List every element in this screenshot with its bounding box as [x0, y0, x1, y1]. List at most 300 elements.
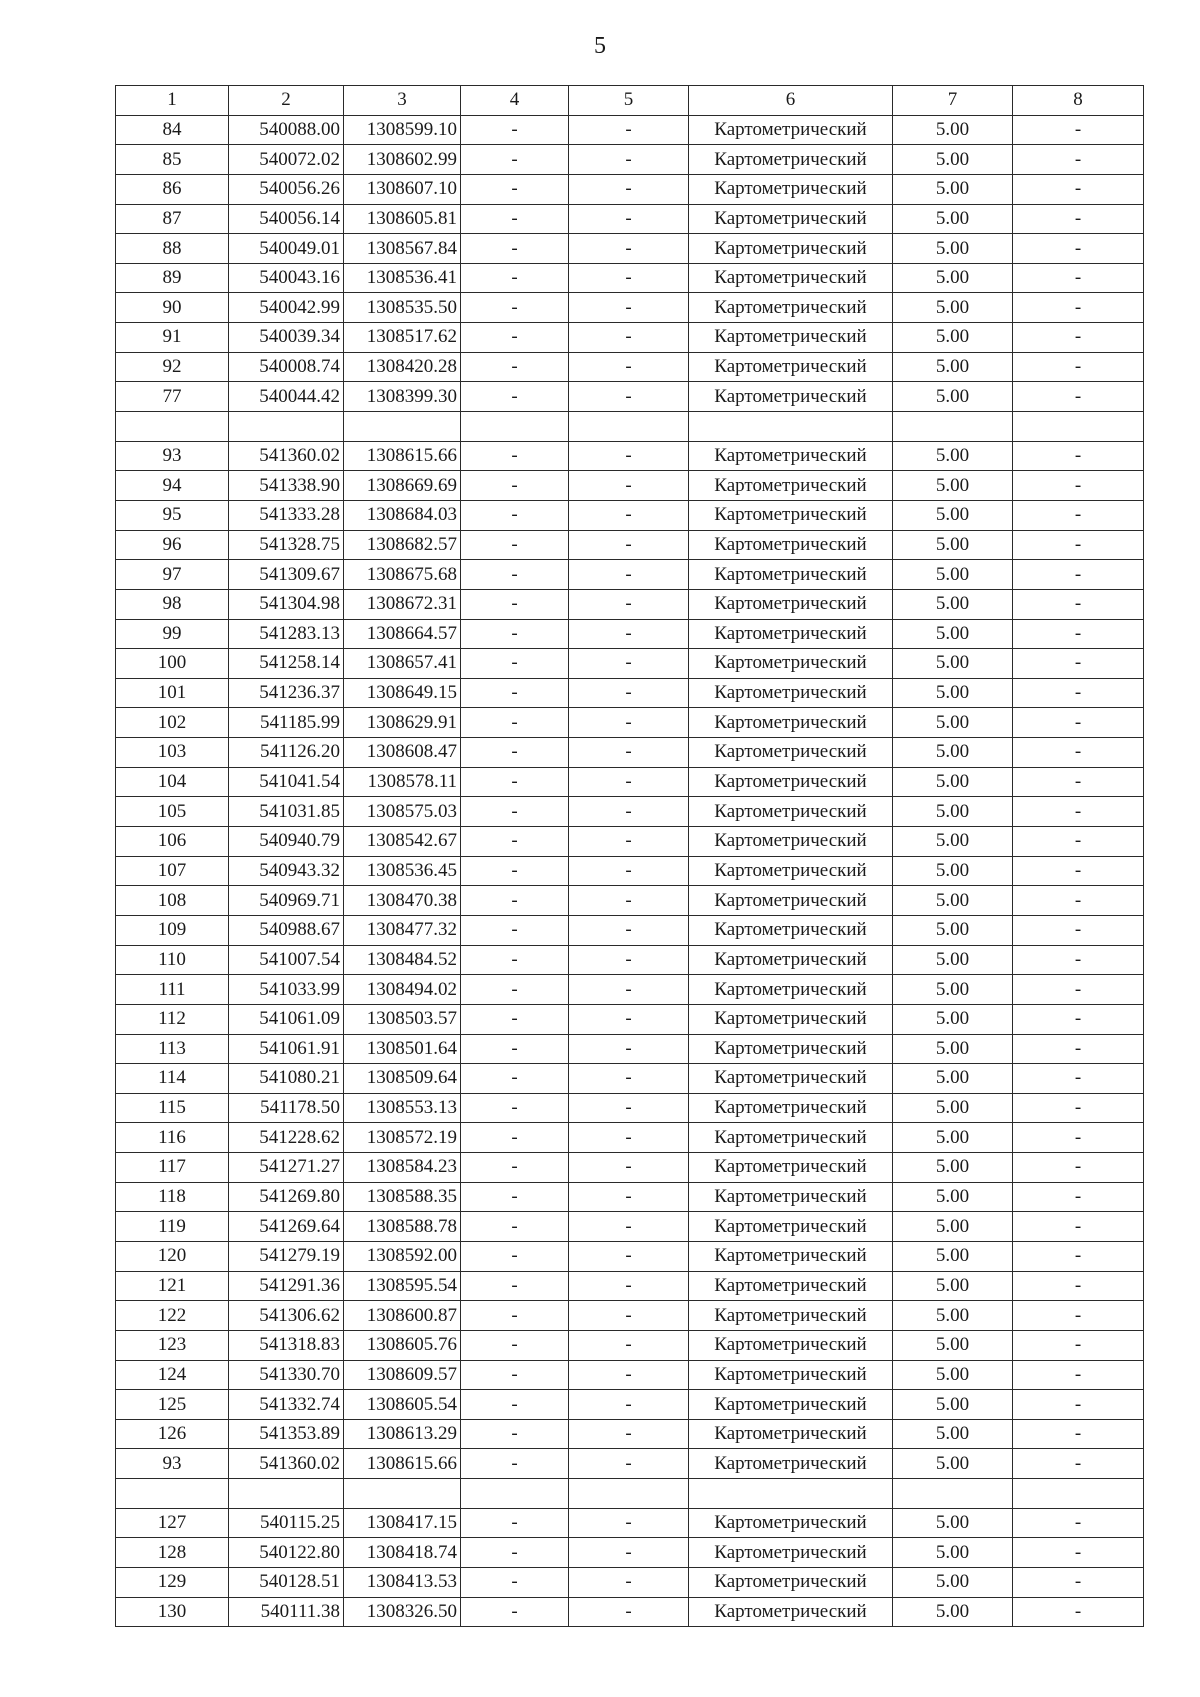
column-header-1: 1 — [116, 86, 229, 116]
cell-y-coordinate: 1308517.62 — [344, 323, 461, 353]
cell-col-5: - — [569, 1597, 689, 1627]
cell-method: Картометрический — [689, 619, 893, 649]
table-body — [116, 115, 1144, 1627]
cell-col-5: - — [569, 915, 689, 945]
cell-point-number: 106 — [116, 827, 229, 857]
cell-col-8: - — [1013, 1301, 1144, 1331]
cell-col-5: - — [569, 827, 689, 857]
cell-col-5: - — [569, 1123, 689, 1153]
column-header-3: 3 — [344, 86, 461, 116]
cell-col-5: - — [569, 1568, 689, 1598]
cell-method: Картометрический — [689, 1597, 893, 1627]
cell-col-5: - — [569, 797, 689, 827]
cell-col-4: - — [461, 500, 569, 530]
cell-col-8 — [1013, 1479, 1144, 1509]
cell-point-number: 103 — [116, 738, 229, 768]
cell-x-coordinate: 541236.37 — [229, 678, 344, 708]
cell-point-number: 121 — [116, 1271, 229, 1301]
cell-accuracy: 5.00 — [893, 382, 1013, 412]
table-row — [116, 678, 1144, 708]
cell-col-5: - — [569, 886, 689, 916]
cell-col-8: - — [1013, 1212, 1144, 1242]
cell-col-5: - — [569, 352, 689, 382]
cell-x-coordinate: 540969.71 — [229, 886, 344, 916]
cell-method: Картометрический — [689, 145, 893, 175]
table-row — [116, 1212, 1144, 1242]
table-row — [116, 856, 1144, 886]
cell-point-number: 125 — [116, 1390, 229, 1420]
table-header-row — [116, 86, 1144, 116]
cell-y-coordinate: 1308664.57 — [344, 619, 461, 649]
cell-y-coordinate: 1308605.76 — [344, 1330, 461, 1360]
cell-method: Картометрический — [689, 1123, 893, 1153]
cell-y-coordinate: 1308588.78 — [344, 1212, 461, 1242]
cell-x-coordinate: 540008.74 — [229, 352, 344, 382]
cell-method: Картометрический — [689, 441, 893, 471]
cell-y-coordinate: 1308675.68 — [344, 560, 461, 590]
cell-y-coordinate: 1308477.32 — [344, 915, 461, 945]
cell-point-number: 91 — [116, 323, 229, 353]
cell-accuracy: 5.00 — [893, 678, 1013, 708]
cell-accuracy: 5.00 — [893, 589, 1013, 619]
cell-accuracy: 5.00 — [893, 767, 1013, 797]
cell-col-5 — [569, 1479, 689, 1509]
cell-col-4: - — [461, 1153, 569, 1183]
cell-y-coordinate: 1308684.03 — [344, 500, 461, 530]
cell-col-8: - — [1013, 589, 1144, 619]
cell-y-coordinate: 1308399.30 — [344, 382, 461, 412]
cell-accuracy: 5.00 — [893, 1271, 1013, 1301]
cell-point-number: 122 — [116, 1301, 229, 1331]
cell-col-8: - — [1013, 1538, 1144, 1568]
cell-col-4: - — [461, 174, 569, 204]
cell-col-8: - — [1013, 1093, 1144, 1123]
cell-y-coordinate: 1308535.50 — [344, 293, 461, 323]
cell-col-5: - — [569, 1330, 689, 1360]
cell-y-coordinate: 1308657.41 — [344, 649, 461, 679]
cell-method: Картометрический — [689, 915, 893, 945]
table-row — [116, 441, 1144, 471]
cell-col-4: - — [461, 1034, 569, 1064]
cell-col-5: - — [569, 1419, 689, 1449]
table-row — [116, 1597, 1144, 1627]
cell-accuracy: 5.00 — [893, 174, 1013, 204]
cell-method: Картометрический — [689, 1182, 893, 1212]
cell-col-4: - — [461, 589, 569, 619]
cell-method: Картометрический — [689, 115, 893, 145]
cell-col-8: - — [1013, 234, 1144, 264]
cell-point-number: 98 — [116, 589, 229, 619]
cell-point-number: 86 — [116, 174, 229, 204]
cell-accuracy: 5.00 — [893, 471, 1013, 501]
cell-col-4: - — [461, 1212, 569, 1242]
cell-y-coordinate: 1308595.54 — [344, 1271, 461, 1301]
cell-col-4: - — [461, 945, 569, 975]
cell-accuracy: 5.00 — [893, 234, 1013, 264]
cell-col-4: - — [461, 1449, 569, 1479]
table-row — [116, 263, 1144, 293]
cell-accuracy: 5.00 — [893, 708, 1013, 738]
table-row — [116, 1479, 1144, 1509]
cell-col-8: - — [1013, 827, 1144, 857]
cell-method: Картометрический — [689, 856, 893, 886]
cell-point-number: 95 — [116, 500, 229, 530]
cell-col-8: - — [1013, 738, 1144, 768]
cell-point-number: 126 — [116, 1419, 229, 1449]
column-header-8: 8 — [1013, 86, 1144, 116]
cell-method: Картометрический — [689, 1004, 893, 1034]
cell-y-coordinate: 1308599.10 — [344, 115, 461, 145]
cell-col-4: - — [461, 441, 569, 471]
cell-y-coordinate: 1308682.57 — [344, 530, 461, 560]
cell-point-number: 93 — [116, 1449, 229, 1479]
cell-method: Картометрический — [689, 204, 893, 234]
cell-col-8: - — [1013, 1123, 1144, 1153]
cell-col-8: - — [1013, 1597, 1144, 1627]
table-row — [116, 1301, 1144, 1331]
cell-x-coordinate: 541269.64 — [229, 1212, 344, 1242]
cell-col-8: - — [1013, 1360, 1144, 1390]
cell-x-coordinate: 541360.02 — [229, 441, 344, 471]
cell-accuracy: 5.00 — [893, 945, 1013, 975]
cell-x-coordinate: 540056.14 — [229, 204, 344, 234]
cell-col-4: - — [461, 560, 569, 590]
cell-col-8: - — [1013, 678, 1144, 708]
cell-accuracy: 5.00 — [893, 323, 1013, 353]
cell-point-number: 107 — [116, 856, 229, 886]
cell-method: Картометрический — [689, 1064, 893, 1094]
cell-accuracy: 5.00 — [893, 619, 1013, 649]
cell-col-8: - — [1013, 1568, 1144, 1598]
cell-x-coordinate: 541007.54 — [229, 945, 344, 975]
cell-col-5: - — [569, 1538, 689, 1568]
cell-col-4: - — [461, 1241, 569, 1271]
cell-y-coordinate: 1308553.13 — [344, 1093, 461, 1123]
cell-y-coordinate: 1308672.31 — [344, 589, 461, 619]
cell-col-4: - — [461, 1597, 569, 1627]
cell-accuracy: 5.00 — [893, 441, 1013, 471]
cell-col-4: - — [461, 471, 569, 501]
cell-y-coordinate: 1308615.66 — [344, 1449, 461, 1479]
cell-point-number: 114 — [116, 1064, 229, 1094]
cell-col-4: - — [461, 382, 569, 412]
cell-accuracy: 5.00 — [893, 797, 1013, 827]
cell-accuracy: 5.00 — [893, 145, 1013, 175]
cell-point-number: 116 — [116, 1123, 229, 1153]
cell-col-4: - — [461, 1330, 569, 1360]
cell-y-coordinate: 1308615.66 — [344, 441, 461, 471]
cell-y-coordinate: 1308605.81 — [344, 204, 461, 234]
cell-col-4: - — [461, 293, 569, 323]
cell-point-number: 77 — [116, 382, 229, 412]
cell-col-4: - — [461, 323, 569, 353]
cell-accuracy: 5.00 — [893, 1153, 1013, 1183]
cell-col-8: - — [1013, 649, 1144, 679]
cell-y-coordinate: 1308418.74 — [344, 1538, 461, 1568]
cell-y-coordinate: 1308470.38 — [344, 886, 461, 916]
cell-col-4: - — [461, 263, 569, 293]
cell-method: Картометрический — [689, 352, 893, 382]
cell-x-coordinate: 541338.90 — [229, 471, 344, 501]
cell-col-4: - — [461, 352, 569, 382]
table-row — [116, 1271, 1144, 1301]
cell-x-coordinate: 541332.74 — [229, 1390, 344, 1420]
cell-y-coordinate: 1308613.29 — [344, 1419, 461, 1449]
table-row — [116, 1360, 1144, 1390]
cell-col-8: - — [1013, 1182, 1144, 1212]
cell-method: Картометрический — [689, 174, 893, 204]
cell-point-number: 93 — [116, 441, 229, 471]
cell-col-5: - — [569, 767, 689, 797]
cell-method: Картометрический — [689, 1449, 893, 1479]
cell-x-coordinate: 540043.16 — [229, 263, 344, 293]
cell-x-coordinate: 540056.26 — [229, 174, 344, 204]
cell-col-5: - — [569, 1093, 689, 1123]
cell-x-coordinate: 540072.02 — [229, 145, 344, 175]
cell-x-coordinate: 541033.99 — [229, 975, 344, 1005]
cell-method: Картометрический — [689, 1390, 893, 1420]
cell-point-number: 111 — [116, 975, 229, 1005]
cell-accuracy: 5.00 — [893, 263, 1013, 293]
cell-col-8: - — [1013, 1004, 1144, 1034]
cell-y-coordinate: 1308629.91 — [344, 708, 461, 738]
cell-y-coordinate: 1308494.02 — [344, 975, 461, 1005]
cell-accuracy: 5.00 — [893, 352, 1013, 382]
cell-method: Картометрический — [689, 945, 893, 975]
table-row — [116, 115, 1144, 145]
table-row — [116, 293, 1144, 323]
cell-method: Картометрический — [689, 560, 893, 590]
cell-col-4: - — [461, 1301, 569, 1331]
cell-col-8: - — [1013, 1241, 1144, 1271]
cell-point-number: 120 — [116, 1241, 229, 1271]
cell-y-coordinate — [344, 1479, 461, 1509]
table-row — [116, 975, 1144, 1005]
cell-col-8: - — [1013, 1064, 1144, 1094]
cell-point-number: 128 — [116, 1538, 229, 1568]
table-row — [116, 1449, 1144, 1479]
cell-accuracy: 5.00 — [893, 1390, 1013, 1420]
cell-accuracy: 5.00 — [893, 649, 1013, 679]
cell-accuracy: 5.00 — [893, 1449, 1013, 1479]
cell-col-4: - — [461, 234, 569, 264]
cell-method: Картометрический — [689, 1301, 893, 1331]
cell-x-coordinate: 541304.98 — [229, 589, 344, 619]
cell-point-number: 129 — [116, 1568, 229, 1598]
table-row — [116, 1034, 1144, 1064]
cell-accuracy: 5.00 — [893, 1538, 1013, 1568]
cell-col-8: - — [1013, 382, 1144, 412]
cell-point-number: 89 — [116, 263, 229, 293]
table-row — [116, 886, 1144, 916]
cell-y-coordinate: 1308503.57 — [344, 1004, 461, 1034]
cell-accuracy: 5.00 — [893, 1093, 1013, 1123]
cell-col-4: - — [461, 115, 569, 145]
table-row — [116, 382, 1144, 412]
cell-col-5: - — [569, 619, 689, 649]
table-row — [116, 589, 1144, 619]
cell-y-coordinate: 1308501.64 — [344, 1034, 461, 1064]
column-header-4: 4 — [461, 86, 569, 116]
cell-method: Картометрический — [689, 678, 893, 708]
cell-point-number: 97 — [116, 560, 229, 590]
cell-col-5: - — [569, 323, 689, 353]
cell-y-coordinate: 1308536.45 — [344, 856, 461, 886]
cell-y-coordinate: 1308609.57 — [344, 1360, 461, 1390]
cell-col-8: - — [1013, 441, 1144, 471]
cell-method: Картометрический — [689, 234, 893, 264]
cell-x-coordinate — [229, 412, 344, 442]
cell-col-4: - — [461, 1004, 569, 1034]
cell-accuracy: 5.00 — [893, 500, 1013, 530]
cell-x-coordinate: 541291.36 — [229, 1271, 344, 1301]
table-row — [116, 1241, 1144, 1271]
cell-y-coordinate: 1308509.64 — [344, 1064, 461, 1094]
cell-y-coordinate: 1308572.19 — [344, 1123, 461, 1153]
cell-col-5: - — [569, 738, 689, 768]
cell-col-4: - — [461, 915, 569, 945]
cell-method: Картометрический — [689, 827, 893, 857]
cell-col-8: - — [1013, 323, 1144, 353]
cell-x-coordinate: 540988.67 — [229, 915, 344, 945]
cell-col-8: - — [1013, 619, 1144, 649]
cell-accuracy: 5.00 — [893, 1301, 1013, 1331]
cell-col-8: - — [1013, 1508, 1144, 1538]
cell-col-8: - — [1013, 886, 1144, 916]
cell-col-5: - — [569, 145, 689, 175]
cell-point-number: 88 — [116, 234, 229, 264]
cell-col-5: - — [569, 649, 689, 679]
cell-point-number: 90 — [116, 293, 229, 323]
cell-col-4: - — [461, 797, 569, 827]
cell-col-5: - — [569, 382, 689, 412]
table-row — [116, 1568, 1144, 1598]
cell-y-coordinate: 1308542.67 — [344, 827, 461, 857]
cell-col-5: - — [569, 1241, 689, 1271]
table-row — [116, 619, 1144, 649]
table-row — [116, 1182, 1144, 1212]
cell-col-8: - — [1013, 1271, 1144, 1301]
cell-point-number: 96 — [116, 530, 229, 560]
table-row — [116, 1330, 1144, 1360]
cell-y-coordinate: 1308669.69 — [344, 471, 461, 501]
cell-col-8: - — [1013, 530, 1144, 560]
cell-y-coordinate: 1308605.54 — [344, 1390, 461, 1420]
table-row — [116, 174, 1144, 204]
cell-method — [689, 1479, 893, 1509]
cell-point-number: 123 — [116, 1330, 229, 1360]
cell-col-5: - — [569, 441, 689, 471]
cell-x-coordinate: 541283.13 — [229, 619, 344, 649]
cell-col-5: - — [569, 1390, 689, 1420]
cell-col-4: - — [461, 1271, 569, 1301]
cell-accuracy: 5.00 — [893, 1419, 1013, 1449]
cell-accuracy: 5.00 — [893, 886, 1013, 916]
cell-y-coordinate: 1308602.99 — [344, 145, 461, 175]
cell-col-4: - — [461, 204, 569, 234]
cell-col-5: - — [569, 1301, 689, 1331]
cell-accuracy: 5.00 — [893, 1034, 1013, 1064]
cell-point-number — [116, 412, 229, 442]
cell-accuracy: 5.00 — [893, 1330, 1013, 1360]
cell-x-coordinate: 541041.54 — [229, 767, 344, 797]
cell-col-4 — [461, 412, 569, 442]
cell-col-4: - — [461, 1390, 569, 1420]
cell-col-4: - — [461, 975, 569, 1005]
cell-col-8: - — [1013, 471, 1144, 501]
table-row — [116, 649, 1144, 679]
cell-col-5: - — [569, 1508, 689, 1538]
cell-x-coordinate: 541126.20 — [229, 738, 344, 768]
cell-x-coordinate: 541061.91 — [229, 1034, 344, 1064]
cell-accuracy: 5.00 — [893, 738, 1013, 768]
cell-col-8: - — [1013, 293, 1144, 323]
cell-point-number: 118 — [116, 1182, 229, 1212]
cell-y-coordinate: 1308607.10 — [344, 174, 461, 204]
cell-col-5: - — [569, 500, 689, 530]
cell-col-8: - — [1013, 856, 1144, 886]
table-row — [116, 1390, 1144, 1420]
cell-x-coordinate: 541228.62 — [229, 1123, 344, 1153]
cell-col-4: - — [461, 1360, 569, 1390]
cell-point-number: 127 — [116, 1508, 229, 1538]
cell-col-4: - — [461, 678, 569, 708]
cell-col-8: - — [1013, 1153, 1144, 1183]
cell-x-coordinate: 540128.51 — [229, 1568, 344, 1598]
cell-method: Картометрический — [689, 1419, 893, 1449]
cell-col-4: - — [461, 767, 569, 797]
table-row — [116, 471, 1144, 501]
cell-col-8: - — [1013, 1390, 1144, 1420]
cell-col-4: - — [461, 1538, 569, 1568]
cell-col-5: - — [569, 560, 689, 590]
cell-accuracy: 5.00 — [893, 1508, 1013, 1538]
cell-method: Картометрический — [689, 1093, 893, 1123]
cell-y-coordinate: 1308536.41 — [344, 263, 461, 293]
cell-accuracy: 5.00 — [893, 1064, 1013, 1094]
cell-x-coordinate: 540940.79 — [229, 827, 344, 857]
cell-accuracy: 5.00 — [893, 1004, 1013, 1034]
cell-method: Картометрический — [689, 471, 893, 501]
cell-col-4: - — [461, 1419, 569, 1449]
cell-col-8: - — [1013, 1330, 1144, 1360]
cell-col-8: - — [1013, 945, 1144, 975]
cell-accuracy: 5.00 — [893, 1241, 1013, 1271]
table-row — [116, 1123, 1144, 1153]
cell-col-8: - — [1013, 263, 1144, 293]
cell-method: Картометрический — [689, 323, 893, 353]
cell-method: Картометрический — [689, 649, 893, 679]
cell-x-coordinate: 540111.38 — [229, 1597, 344, 1627]
cell-x-coordinate: 541309.67 — [229, 560, 344, 590]
table-row — [116, 412, 1144, 442]
cell-col-5: - — [569, 1360, 689, 1390]
cell-accuracy: 5.00 — [893, 1360, 1013, 1390]
cell-method: Картометрический — [689, 1330, 893, 1360]
cell-col-5: - — [569, 234, 689, 264]
table-row — [116, 1004, 1144, 1034]
column-header-2: 2 — [229, 86, 344, 116]
cell-col-5: - — [569, 856, 689, 886]
cell-col-4: - — [461, 145, 569, 175]
cell-y-coordinate: 1308649.15 — [344, 678, 461, 708]
cell-point-number: 104 — [116, 767, 229, 797]
cell-point-number: 94 — [116, 471, 229, 501]
cell-col-5: - — [569, 530, 689, 560]
table-row — [116, 323, 1144, 353]
cell-point-number: 112 — [116, 1004, 229, 1034]
cell-point-number: 100 — [116, 649, 229, 679]
